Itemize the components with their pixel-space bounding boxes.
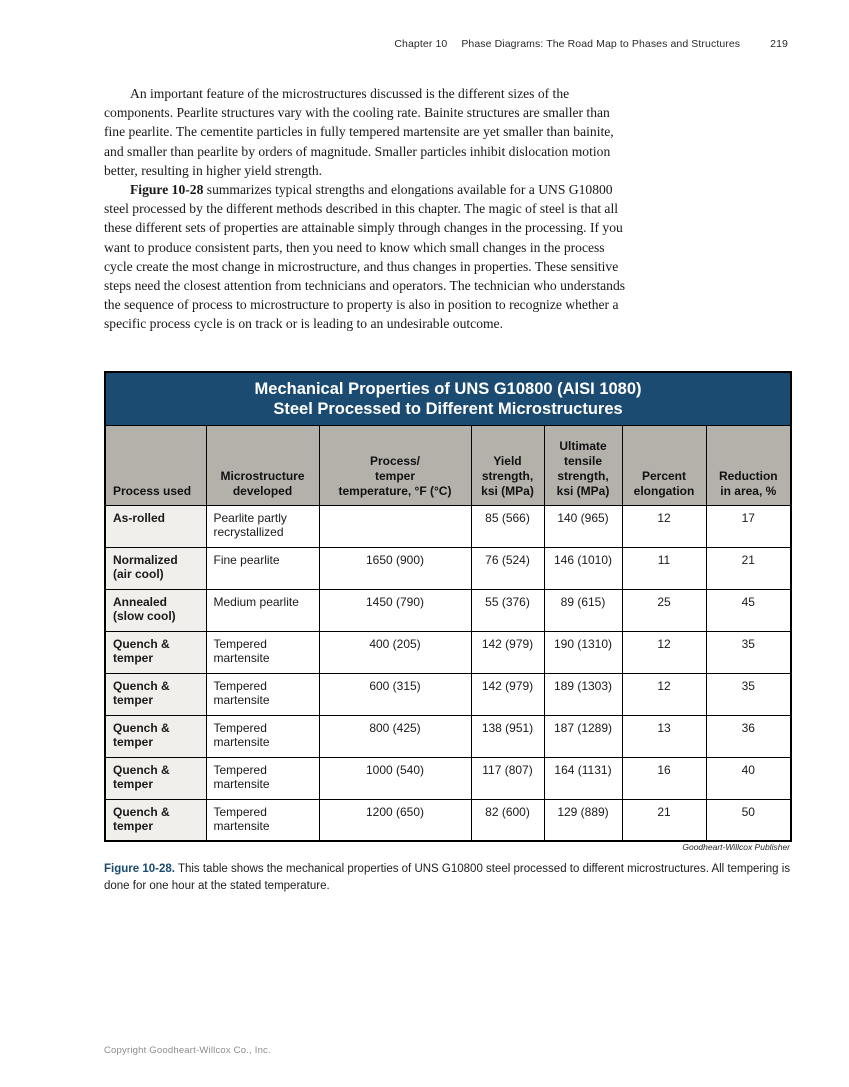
col-header-reduction-area bbox=[706, 425, 791, 505]
figure-caption bbox=[104, 861, 794, 894]
cell-elongation: 21 bbox=[622, 799, 706, 841]
header-line: strength, bbox=[481, 468, 534, 483]
cell-tensile: 129 (889) bbox=[544, 799, 622, 841]
cell-microstructure: Medium pearlite bbox=[206, 589, 319, 631]
header-line: strength, bbox=[557, 468, 609, 483]
col-header-yield-strength bbox=[471, 425, 544, 505]
cell-yield: 117 (807) bbox=[471, 757, 544, 799]
header-line: ksi (MPa) bbox=[556, 483, 610, 498]
cell-yield: 82 (600) bbox=[471, 799, 544, 841]
cell-elongation: 12 bbox=[622, 505, 706, 547]
cell-tensile: 89 (615) bbox=[544, 589, 622, 631]
cell-tensile: 187 (1289) bbox=[544, 715, 622, 757]
cell-microstructure: Tempered martensite bbox=[206, 799, 319, 841]
cell-elongation: 25 bbox=[622, 589, 706, 631]
cell-process: As-rolled bbox=[105, 505, 206, 547]
copyright-line: Copyright Goodheart-Willcox Co., Inc. bbox=[104, 1045, 271, 1056]
cell-process: Quench & temper bbox=[105, 799, 206, 841]
cell-tensile: 140 (965) bbox=[544, 505, 622, 547]
cell-microstructure: Fine pearlite bbox=[206, 547, 319, 589]
header-line: elongation bbox=[633, 483, 695, 498]
properties-table bbox=[104, 371, 792, 842]
cell-microstructure: Tempered martensite bbox=[206, 757, 319, 799]
table-title bbox=[105, 372, 791, 425]
cell-temperature: 1650 (900) bbox=[319, 547, 471, 589]
paragraph-2-text: summarizes typical strengths and elongations available for a UNS G10800 steel processed by the different methods described in this chapter. The magic of steel is that all these different sets of properties are attainable simply through changes in the processing. If you want to produce consistent parts, then you need to know which small changes in the process cycle create the most change in microstructure, and thus changes in properties. These sensitive steps need the closest attention from technicians and operators. The technician who understands the sequence of process to microstructure to property is also in position to recognize whether a specific process cycle is on track or is leading to an undesirable outcome. bbox=[104, 182, 626, 332]
cell-process: Quench & temper bbox=[105, 715, 206, 757]
cell-yield: 55 (376) bbox=[471, 589, 544, 631]
cell-temperature: 800 (425) bbox=[319, 715, 471, 757]
paragraph-1: An important feature of the microstructures discussed is the different sizes of the components. Pearlite structures vary with the cooling rate. Bainite structures are smaller than fine pearlite. The cementite particles in fully tempered martensite are yet smaller than bainite, and smaller than pearlite by orders of magnitude. Smaller particles inhibit dislocation motion better, resulting in higher yield strength. bbox=[104, 86, 614, 178]
table-row bbox=[105, 547, 791, 589]
header-line: Ultimate bbox=[559, 438, 607, 453]
header-line: Microstructure bbox=[220, 468, 305, 483]
cell-yield: 76 (524) bbox=[471, 547, 544, 589]
table-row bbox=[105, 589, 791, 631]
cell-temperature: 1000 (540) bbox=[319, 757, 471, 799]
cell-temperature: 1450 (790) bbox=[319, 589, 471, 631]
cell-elongation: 12 bbox=[622, 673, 706, 715]
cell-microstructure: Tempered martensite bbox=[206, 631, 319, 673]
cell-elongation: 13 bbox=[622, 715, 706, 757]
cell-tensile: 189 (1303) bbox=[544, 673, 622, 715]
cell-reduction: 17 bbox=[706, 505, 791, 547]
cell-process: Quench & temper bbox=[105, 757, 206, 799]
col-header-microstructure bbox=[206, 425, 319, 505]
chapter-label: Chapter 10 bbox=[394, 38, 448, 50]
header-line: temperature, °F (°C) bbox=[338, 483, 452, 498]
table-row bbox=[105, 673, 791, 715]
cell-elongation: 16 bbox=[622, 757, 706, 799]
header-line: ksi (MPa) bbox=[481, 483, 534, 498]
table-title-line2: Steel Processed to Different Microstructures bbox=[273, 399, 623, 418]
cell-process: Annealed (slow cool) bbox=[105, 589, 206, 631]
col-header-tensile-strength bbox=[544, 425, 622, 505]
table-row bbox=[105, 505, 791, 547]
cell-elongation: 12 bbox=[622, 631, 706, 673]
col-header-process-used bbox=[105, 425, 206, 505]
header-line: Percent bbox=[641, 468, 687, 483]
cell-reduction: 35 bbox=[706, 631, 791, 673]
header-line: Yield bbox=[493, 453, 522, 468]
cell-process: Normalized (air cool) bbox=[105, 547, 206, 589]
header-line: Process used bbox=[113, 483, 192, 498]
cell-reduction: 40 bbox=[706, 757, 791, 799]
cell-temperature: 600 (315) bbox=[319, 673, 471, 715]
header-line: Process/ bbox=[369, 453, 421, 468]
cell-temperature: 400 (205) bbox=[319, 631, 471, 673]
cell-temperature bbox=[319, 505, 471, 547]
header-line: in area, % bbox=[720, 483, 777, 498]
table-title-row bbox=[105, 372, 791, 425]
paragraph-2 bbox=[104, 180, 634, 334]
header-line: tensile bbox=[563, 453, 602, 468]
cell-yield: 138 (951) bbox=[471, 715, 544, 757]
cell-reduction: 21 bbox=[706, 547, 791, 589]
header-line: Reduction bbox=[718, 468, 778, 483]
table-header-row bbox=[105, 425, 791, 505]
table-row bbox=[105, 799, 791, 841]
figure-10-28-table bbox=[104, 371, 790, 842]
cell-microstructure: Tempered martensite bbox=[206, 715, 319, 757]
figure-reference: Figure 10-28 bbox=[130, 182, 204, 198]
publisher-credit: Goodheart-Willcox Publisher bbox=[682, 842, 790, 852]
table-row bbox=[105, 631, 791, 673]
page-number: 219 bbox=[770, 38, 788, 50]
cell-microstructure: Pearlite partly recrystallized bbox=[206, 505, 319, 547]
cell-reduction: 35 bbox=[706, 673, 791, 715]
cell-temperature: 1200 (650) bbox=[319, 799, 471, 841]
cell-yield: 142 (979) bbox=[471, 631, 544, 673]
cell-reduction: 50 bbox=[706, 799, 791, 841]
body-text bbox=[104, 84, 634, 334]
figure-caption-text: This table shows the mechanical properties of UNS G10800 steel processed to different microstructures. All tempering is done for one hour at the stated temperature. bbox=[104, 863, 791, 892]
table-row bbox=[105, 757, 791, 799]
cell-yield: 142 (979) bbox=[471, 673, 544, 715]
cell-reduction: 45 bbox=[706, 589, 791, 631]
col-header-temperature bbox=[319, 425, 471, 505]
cell-process: Quench & temper bbox=[105, 631, 206, 673]
cell-process: Quench & temper bbox=[105, 673, 206, 715]
chapter-title: Phase Diagrams: The Road Map to Phases and Structures bbox=[461, 38, 741, 50]
running-head bbox=[104, 38, 788, 50]
cell-yield: 85 (566) bbox=[471, 505, 544, 547]
figure-caption-label: Figure 10-28. bbox=[104, 863, 175, 875]
header-line: developed bbox=[232, 483, 293, 498]
cell-reduction: 36 bbox=[706, 715, 791, 757]
col-header-percent-elongation bbox=[622, 425, 706, 505]
cell-tensile: 146 (1010) bbox=[544, 547, 622, 589]
cell-microstructure: Tempered martensite bbox=[206, 673, 319, 715]
cell-tensile: 190 (1310) bbox=[544, 631, 622, 673]
table-row bbox=[105, 715, 791, 757]
cell-tensile: 164 (1131) bbox=[544, 757, 622, 799]
cell-elongation: 11 bbox=[622, 547, 706, 589]
table-title-line1: Mechanical Properties of UNS G10800 (AISI 1080) bbox=[254, 379, 642, 398]
header-line: temper bbox=[374, 468, 415, 483]
